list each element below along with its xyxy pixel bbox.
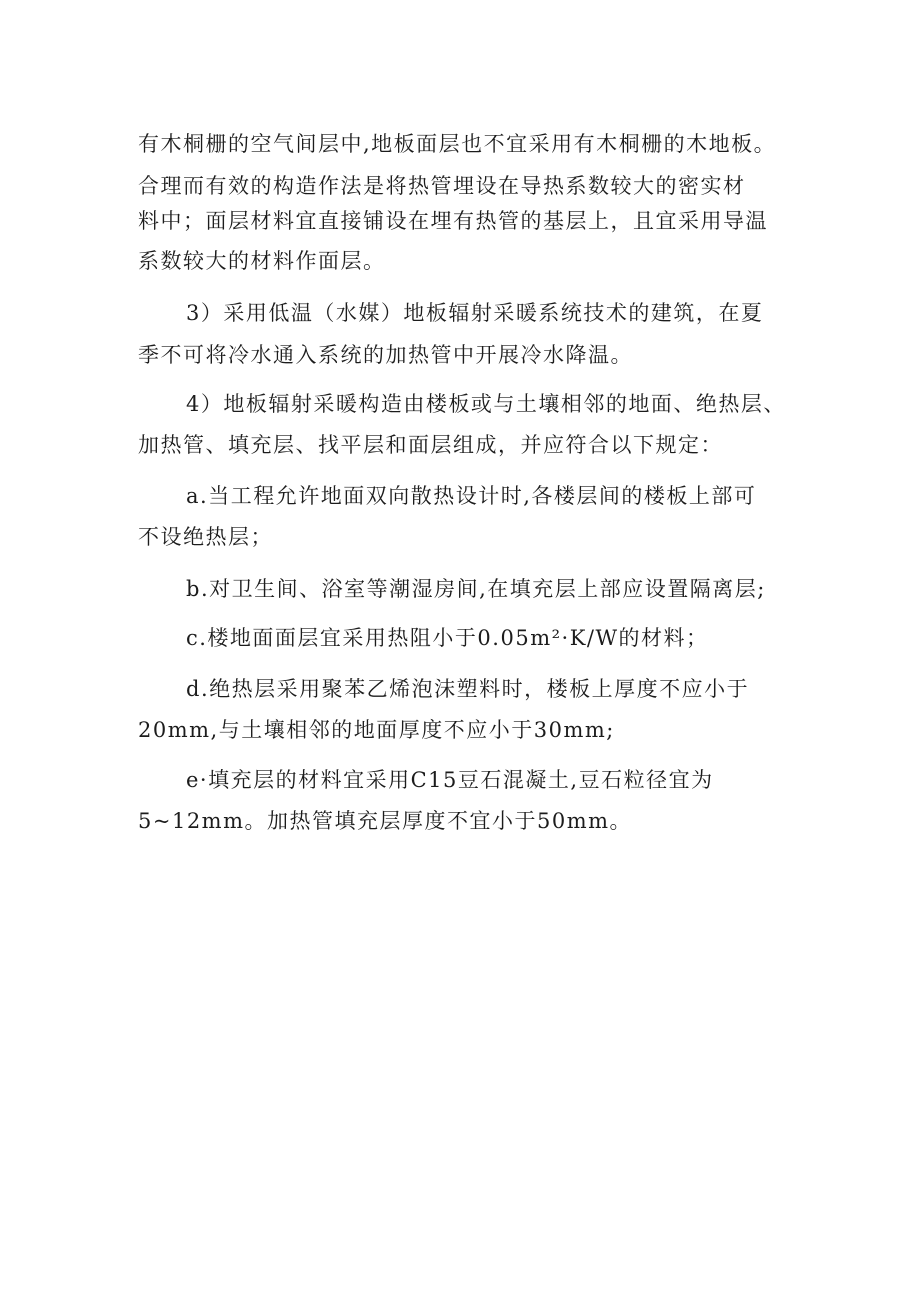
item-a-line-2: 不设绝热层； (138, 525, 273, 549)
item-e-line-2: 5~12mm。加热管填充层厚度不宜小于50mm。 (138, 809, 633, 833)
paragraph-1-line-3: 料中；面层材料宜直接铺设在埋有热管的基层上，且宜采用导温 (138, 209, 768, 233)
paragraph-1-line-4: 系数较大的材料作面层。 (138, 249, 386, 273)
paragraph-2-line-1: 3）采用低温（水媒）地板辐射采暖系统技术的建筑，在夏 (186, 301, 764, 325)
paragraph-3-line-2: 加热管、填充层、找平层和面层组成，并应符合以下规定： (138, 433, 723, 457)
paragraph-3-line-1: 4）地板辐射采暖构造由楼板或与土壤相邻的地面、绝热层、 (186, 392, 786, 416)
paragraph-1-line-2: 合理而有效的构造作法是将热管埋设在导热系数较大的密实材 (138, 174, 746, 198)
item-c-line-1: c.楼地面面层宜采用热阻小于0.05m²·K/W的材料； (186, 626, 709, 650)
item-d-line-1: d.绝热层采用聚苯乙烯泡沫塑料时，楼板上厚度不应小于 (186, 677, 750, 701)
item-e-line-1: e·填充层的材料宜采用C15豆石混凝土,豆石粒径宜为 (186, 768, 714, 792)
item-b-line-1: b.对卫生间、浴室等潮湿房间,在填充层上部应设置隔离层; (186, 577, 766, 601)
item-d-line-2: 20mm,与土壤相邻的地面厚度不应小于30mm; (138, 718, 615, 742)
paragraph-1-line-1: 有木桐栅的空气间层中,地板面层也不宜采用有木桐栅的木地板。 (138, 132, 777, 156)
item-a-line-1: a.当工程允许地面双向散热设计时,各楼层间的楼板上部可 (186, 484, 757, 508)
paragraph-2-line-2: 季不可将冷水通入系统的加热管中开展冷水降温。 (138, 343, 633, 367)
